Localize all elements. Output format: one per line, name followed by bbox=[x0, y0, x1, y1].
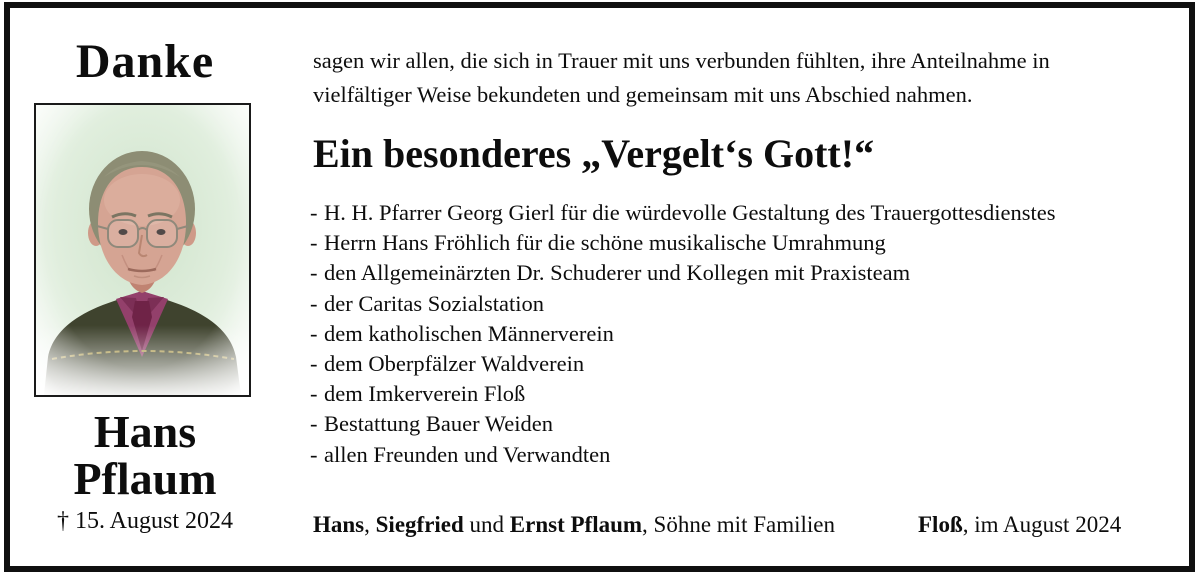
deceased-name-line1: Hans bbox=[93, 406, 197, 457]
place-name: Floß bbox=[918, 512, 963, 537]
portrait-photo bbox=[34, 103, 251, 397]
bullet-dash: - bbox=[310, 200, 318, 225]
list-item bbox=[310, 379, 1180, 409]
place-date-rest: , im August 2024 bbox=[962, 512, 1122, 537]
list-item bbox=[310, 319, 1180, 349]
list-item-text: Herrn Hans Fröhlich für die schöne musikalische Umrahmung bbox=[324, 230, 886, 256]
signature-suffix: , Söhne mit Familien bbox=[642, 512, 835, 537]
intro-line-1: sagen wir allen, die sich in Trauer mit uns verbunden fühlten, ihre Anteilnahme in bbox=[313, 48, 1050, 73]
list-item bbox=[310, 198, 1180, 228]
bullet-dash: - bbox=[310, 320, 318, 346]
list-item bbox=[310, 440, 1180, 470]
list-item-text: der Caritas Sozialstation bbox=[324, 290, 544, 316]
list-item bbox=[310, 228, 1180, 258]
portrait-illustration bbox=[36, 105, 249, 395]
list-item-text: H. H. Pfarrer Georg Gierl für die würdevolle Gestaltung des Trauergottesdienstes bbox=[324, 200, 1056, 225]
photo-bottom-fade bbox=[36, 105, 249, 395]
place-date-line bbox=[918, 510, 1168, 540]
death-date: † 15. August 2024 bbox=[56, 508, 233, 534]
list-item bbox=[310, 289, 1180, 319]
bullet-dash: - bbox=[310, 381, 318, 407]
signature-separator: , bbox=[364, 512, 376, 537]
deceased-name bbox=[10, 408, 280, 502]
list-item-text: den Allgemeinärzten Dr. Schuderer und Kollegen mit Praxisteam bbox=[324, 260, 911, 286]
intro-paragraph bbox=[313, 44, 1163, 111]
list-item bbox=[310, 409, 1180, 439]
bullet-dash: - bbox=[310, 411, 318, 437]
deceased-name-line2: Pflaum bbox=[73, 453, 217, 504]
bullet-dash: - bbox=[310, 230, 318, 256]
son-name-3: Ernst Pflaum bbox=[509, 512, 643, 537]
intro-line-2: vielfältiger Weise bekundeten und gemeinsam mit uns Abschied nahmen. bbox=[313, 81, 973, 107]
list-item-text: dem Oberpfälzer Waldverein bbox=[324, 351, 585, 377]
signature-line bbox=[313, 510, 913, 540]
bullet-dash: - bbox=[310, 351, 318, 377]
list-item bbox=[310, 349, 1180, 379]
son-name-2: Siegfried bbox=[375, 512, 464, 537]
list-item bbox=[310, 258, 1180, 288]
list-item-text: Bestattung Bauer Weiden bbox=[324, 411, 553, 437]
thanks-list bbox=[310, 198, 1180, 470]
bullet-dash: - bbox=[310, 260, 318, 286]
list-item-text: dem Imkerverein Floß bbox=[324, 381, 526, 407]
special-thanks-heading: Ein besonderes „Vergelt‘s Gott!“ bbox=[313, 131, 875, 176]
list-item-text: allen Freunden und Verwandten bbox=[324, 441, 611, 467]
son-name-1: Hans bbox=[313, 512, 365, 537]
list-item-text: dem katholischen Männerverein bbox=[324, 320, 614, 346]
signature-separator: und bbox=[463, 512, 510, 537]
thank-you-title: Danke bbox=[75, 35, 215, 88]
bullet-dash: - bbox=[310, 441, 318, 467]
bullet-dash: - bbox=[310, 290, 318, 316]
